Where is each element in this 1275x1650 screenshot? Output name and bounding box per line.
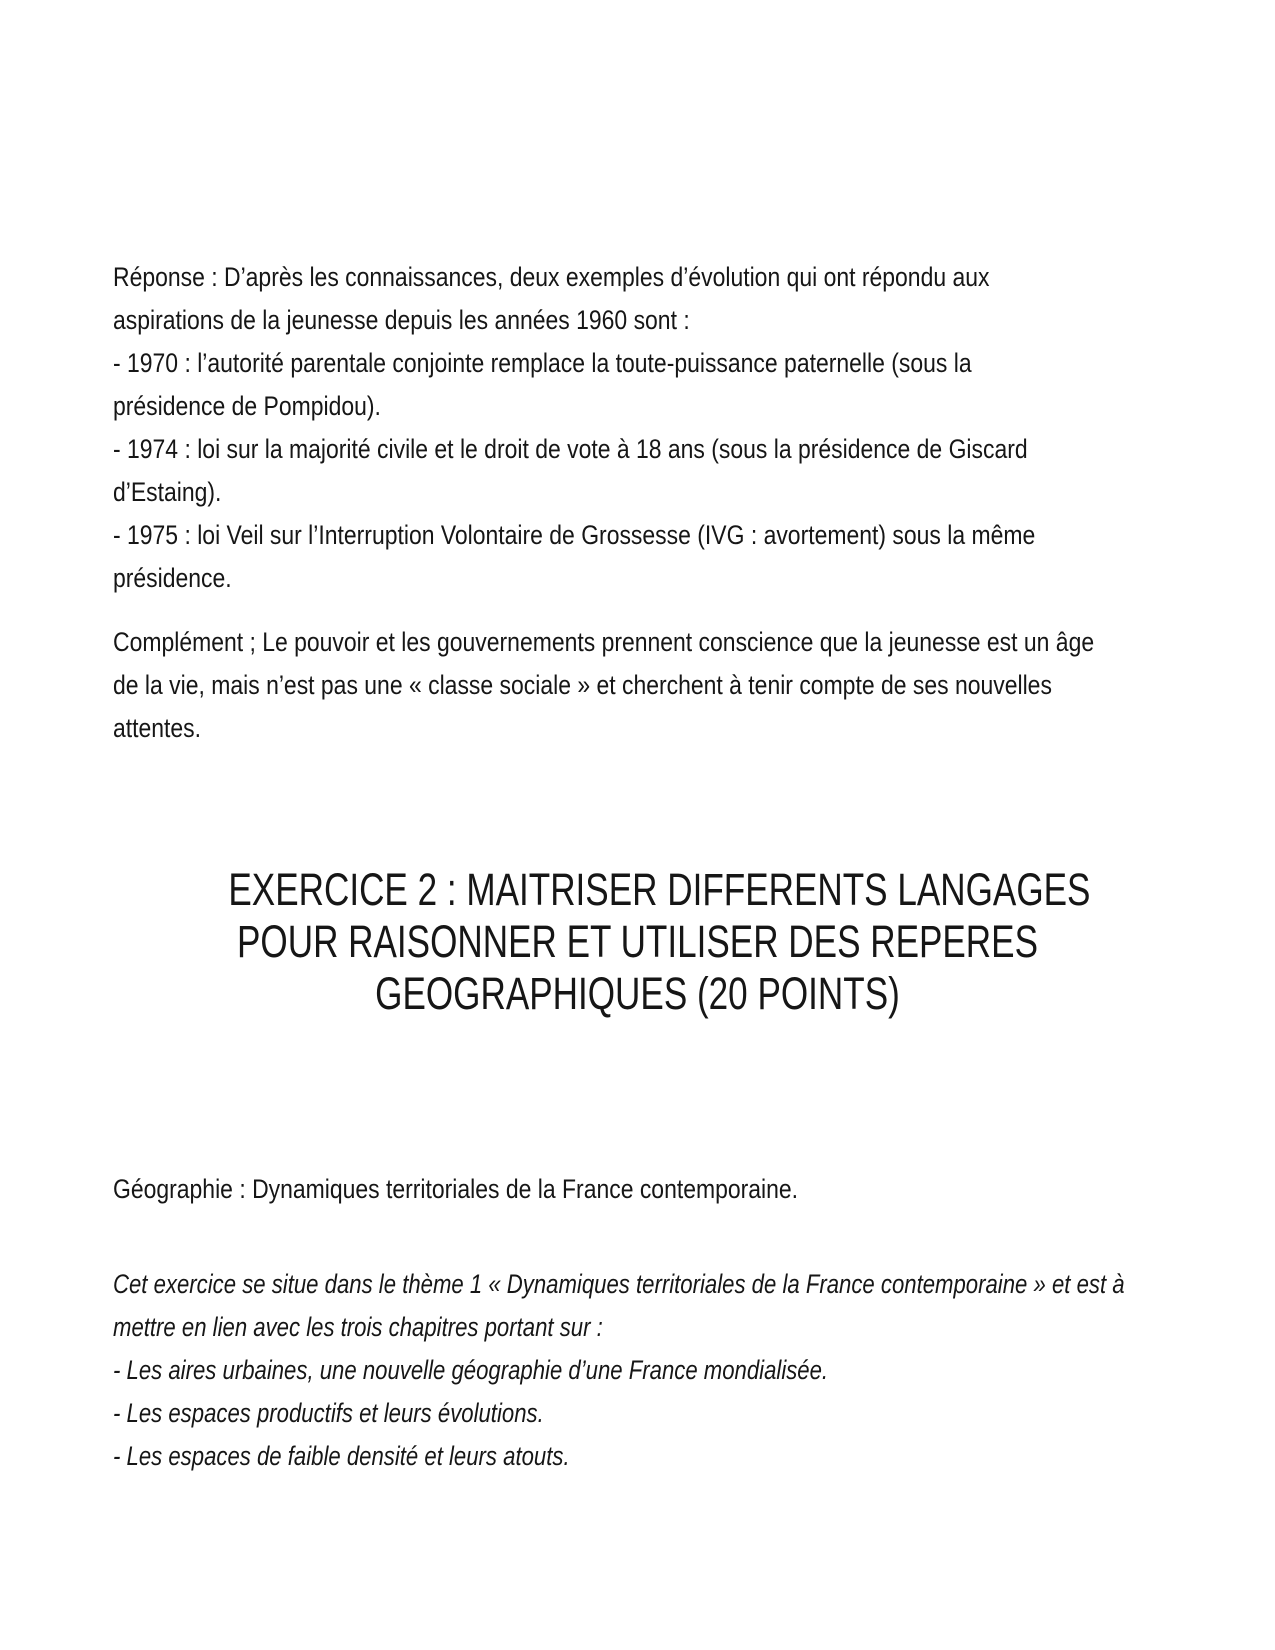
- paragraph-line: - Les espaces productifs et leurs évolutions.: [113, 1398, 544, 1428]
- heading-line: EXERCICE 2 : MAITRISER DIFFERENTS LANGAGES: [228, 864, 1091, 915]
- paragraph-line: - 1975 : loi Veil sur l’Interruption Volontaire de Grossesse (IVG : avortement) sous la même: [113, 520, 1036, 550]
- paragraph-line: - Les aires urbaines, une nouvelle géographie d’une France mondialisée.: [113, 1355, 829, 1385]
- exercise-2-heading: [228, 864, 1091, 1020]
- paragraph-line: attentes.: [113, 713, 202, 743]
- paragraph-line: présidence de Pompidou).: [113, 391, 381, 421]
- paragraph-line: - 1970 : l’autorité parentale conjointe remplace la toute-puissance paternelle (sous la: [113, 348, 972, 378]
- paragraph-line: mettre en lien avec les trois chapitres portant sur :: [113, 1312, 603, 1342]
- paragraph-line: de la vie, mais n’est pas une « classe sociale » et cherchent à tenir compte de ses nouvelles: [113, 670, 1052, 700]
- paragraph-line: Réponse : D’après les connaissances, deux exemples d’évolution qui ont répondu aux: [113, 262, 990, 292]
- paragraph-line: d’Estaing).: [113, 477, 222, 507]
- paragraph-line: Cet exercice se situe dans le thème 1 « Dynamiques territoriales de la France contemporaine » et est à: [113, 1269, 1125, 1299]
- paragraph-line: - Les espaces de faible densité et leurs atouts.: [113, 1441, 570, 1471]
- answer-paragraph: [113, 256, 1035, 600]
- paragraph-line: présidence.: [113, 563, 232, 593]
- paragraph-line: Géographie : Dynamiques territoriales de la France contemporaine.: [113, 1174, 799, 1204]
- heading-line: GEOGRAPHIQUES (20 POINTS): [375, 968, 900, 1019]
- heading-line: POUR RAISONNER ET UTILISER DES REPERES: [237, 916, 1038, 967]
- paragraph-line: aspirations de la jeunesse depuis les années 1960 sont :: [113, 305, 690, 335]
- exercise-intro-paragraph: [113, 1263, 1125, 1478]
- paragraph-line: Complément ; Le pouvoir et les gouvernements prennent conscience que la jeunesse est un âge: [113, 627, 1095, 657]
- complement-paragraph: [113, 621, 1094, 750]
- geography-subject-line: [113, 1168, 798, 1211]
- paragraph-line: - 1974 : loi sur la majorité civile et le droit de vote à 18 ans (sous la présidence de Giscard: [113, 434, 1028, 464]
